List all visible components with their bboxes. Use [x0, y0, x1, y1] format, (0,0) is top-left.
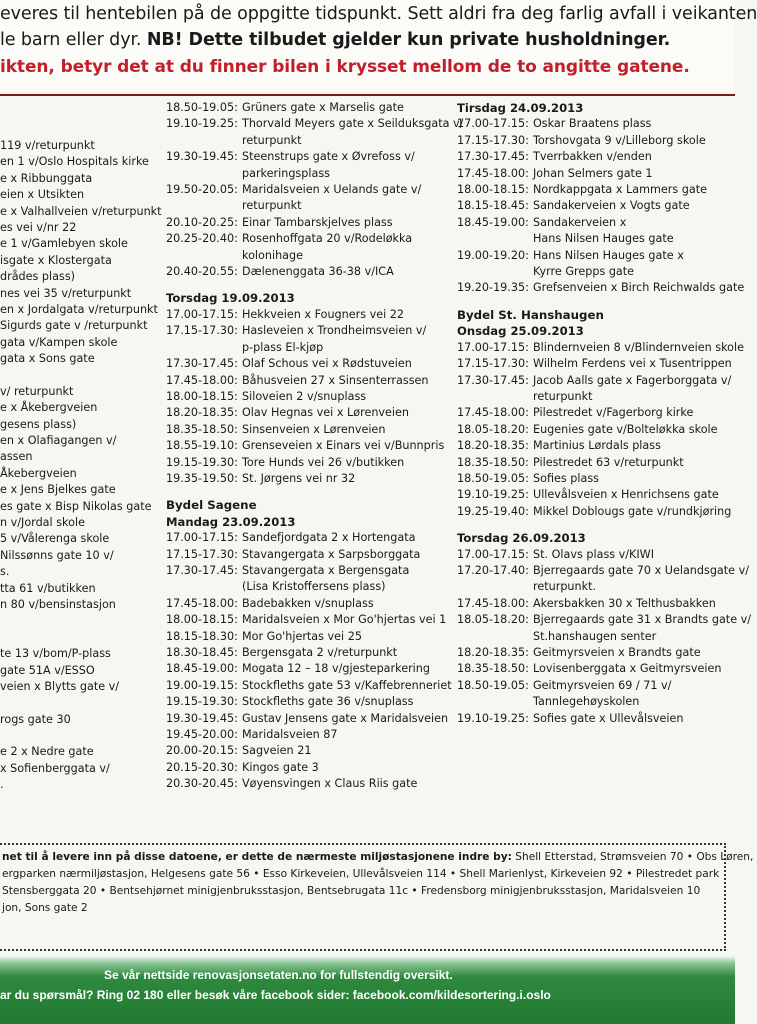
- left-column-line: gata v/Kampen skole: [0, 335, 118, 349]
- entry-location: Martinius Lørdals plass: [533, 439, 661, 453]
- schedule-entry: [457, 645, 735, 661]
- entry-location: Dælenenggata 36-38 v/ICA: [242, 265, 394, 279]
- entry-location: Bjerregaards gate 31 x Brandts gate v/: [533, 613, 752, 627]
- left-column-line: e x Jens Bjelkes gate: [0, 483, 116, 497]
- left-column-line: e x Ribbunggata: [0, 171, 93, 185]
- entry-time: 18.35-18.50:: [457, 455, 529, 469]
- entry-time: 17.00-17.15:: [166, 307, 238, 321]
- spacer: [166, 487, 451, 497]
- entry-location: Mikkel Doblougs gate v/rundkjøring: [533, 504, 732, 518]
- left-column-line: en 1 v/Oslo Hospitals kirke: [0, 155, 149, 169]
- entry-time: 18.55-19.10:: [166, 439, 238, 453]
- schedule-entry: [166, 547, 451, 563]
- entry-time: 17.45-18.00:: [166, 373, 238, 387]
- schedule-entry: [457, 405, 735, 421]
- day-title-tuesday-24: Tirsdag 24.09.2013: [457, 101, 584, 115]
- left-column-line: e 2 x Nedre gate: [0, 745, 94, 759]
- schedule-entry: [457, 596, 735, 612]
- schedule-entry: [166, 455, 451, 471]
- spacer: [457, 297, 735, 307]
- schedule-entry: [166, 727, 451, 743]
- entry-location: Grefsenveien x Birch Reichwalds gate: [533, 281, 745, 295]
- entry-time: 18.15-18.30:: [166, 629, 238, 643]
- entry-time: 17.15-17.30:: [166, 324, 238, 338]
- entry-location: Maridalsveien 87: [242, 728, 338, 742]
- schedule-entry: [166, 307, 451, 323]
- entry-time: 17.45-18.00:: [457, 166, 529, 180]
- schedule-entry: [457, 547, 735, 563]
- entry-time: 17.45-18.00:: [457, 596, 529, 610]
- entry-time: 18.00-18.15:: [166, 613, 238, 627]
- contact-info: ar du spørsmål? Ring 02 180 eller besøk våre facebook sider: facebook.com/kildesortering.i.oslo: [0, 988, 551, 1002]
- entry-location: Stockfleths gate 53 v/Kaffebrenneriet: [242, 678, 452, 692]
- entry-location: Siloveien 2 v/snuplass: [242, 389, 367, 403]
- schedule-entry: [166, 182, 451, 198]
- header-divider: [0, 94, 735, 96]
- entry-time: 19.00-19.15:: [166, 678, 238, 692]
- schedule-entry: [166, 323, 451, 339]
- entry-location-continued: p-plass El-kjøp: [242, 340, 324, 354]
- entry-location: Blindernveien 8 v/Blindernveien skole: [533, 340, 745, 354]
- schedule-entry: [457, 182, 735, 198]
- left-column-line: [0, 728, 150, 744]
- entry-time: 18.20-18.35:: [166, 406, 238, 420]
- schedule-list-top: [166, 100, 464, 280]
- schedule-entry: [166, 100, 451, 116]
- entry-location: Grenseveien x Einars vei v/Bunnpris: [242, 439, 445, 453]
- left-column-line: Åkebergveien: [0, 466, 77, 480]
- entry-location: Eugenies gate v/Bolteløkka skole: [533, 422, 718, 436]
- entry-location: St. Olavs plass v/KIWI: [533, 547, 655, 561]
- entry-time: 18.20-18.35:: [457, 439, 529, 453]
- schedule-entry: [457, 166, 735, 182]
- entry-time: 18.50-19.05:: [457, 471, 529, 485]
- entry-location: Akersbakken 30 x Telthusbakken: [533, 596, 716, 610]
- header-line-2: [0, 30, 670, 50]
- entry-time: 18.45-19.00:: [457, 215, 529, 229]
- entry-location: Geitmyrsveien x Brandts gate: [533, 646, 701, 659]
- entry-location-continued: parkeringsplass: [242, 166, 330, 180]
- entry-location: Olaf Schous vei x Rødstuveien: [242, 357, 412, 371]
- left-column-line: gesens plass): [0, 417, 77, 431]
- left-column-line: .: [0, 778, 4, 792]
- entry-location: Sandefjordgata 2 x Hortengata: [242, 531, 416, 545]
- left-column-line: x Sofienberggata v/: [0, 761, 110, 775]
- left-column-line: 119 v/returpunkt: [0, 139, 95, 152]
- schedule-entry: [457, 248, 735, 264]
- entry-location: Sagveien 21: [242, 744, 312, 758]
- stations-line-1: [2, 849, 754, 866]
- schedule-entry: [166, 661, 451, 677]
- spacer: [166, 280, 451, 290]
- entry-location: Jacob Aalls gate x Fagerborggata v/: [533, 373, 732, 387]
- entry-time: 17.30-17.45:: [166, 563, 238, 577]
- column-middle: [166, 100, 464, 793]
- schedule-entry: [457, 563, 749, 579]
- stations-line-1-rest: Shell Etterstad, Strømsveien 70 • Obs Løren,: [511, 851, 754, 863]
- entry-time: 17.00-17.15:: [457, 547, 529, 561]
- schedule-entry: [457, 504, 735, 520]
- entry-location: Sinsenveien x Lørenveien: [242, 422, 386, 436]
- entry-location: Stockfleths gate 36 v/snuplass: [242, 695, 414, 709]
- district-title-st-hanshaugen: Bydel St. Hanshaugen: [457, 307, 604, 322]
- schedule-entry: [457, 422, 735, 438]
- schedule-entry: [457, 612, 752, 628]
- entry-time: 19.35-19.50:: [166, 471, 238, 485]
- schedule-entry: [166, 422, 451, 438]
- entry-time: 17.20-17.40:: [457, 563, 529, 577]
- day-title-thursday-19: Torsdag 19.09.2013: [166, 291, 295, 306]
- entry-location: Oskar Braatens plass: [533, 117, 652, 131]
- schedule-list-wednesday-25: [457, 340, 745, 520]
- entry-time: 19.10-19.25:: [166, 117, 238, 131]
- entry-location: Badebakken v/snuplass: [242, 596, 374, 610]
- schedule-entry: [166, 389, 451, 405]
- header-notice: [0, 0, 757, 92]
- entry-location-continued: returpunkt: [242, 199, 302, 213]
- left-column-line: [0, 613, 150, 629]
- left-column-line: [0, 695, 150, 711]
- entry-location-continued: Hans Nilsen Hauges gate: [533, 232, 674, 246]
- entry-time: 17.15-17.30:: [457, 357, 529, 371]
- left-column-line: gata x Sons gate: [0, 352, 95, 366]
- entry-time: 19.10-19.25:: [457, 488, 529, 502]
- entry-time: 18.05-18.20:: [457, 422, 529, 436]
- schedule-entry: [166, 694, 451, 710]
- left-column-line: Sigurds gate v /returpunkt: [0, 319, 148, 333]
- entry-location: Stavangergata x Bergensgata: [242, 563, 410, 577]
- entry-time: 20.40-20.55:: [166, 265, 238, 279]
- left-column-line: es vei v/nr 22: [0, 220, 77, 234]
- entry-location: Vøyensvingen x Claus Riis gate: [242, 777, 418, 791]
- entry-time: 18.00-18.15:: [457, 183, 529, 197]
- entry-location: Nordkappgata x Lammers gate: [533, 183, 707, 197]
- entry-location-continued: returpunkt: [242, 133, 302, 147]
- entry-time: 17.30-17.45:: [457, 150, 529, 164]
- schedule-entry: [457, 438, 735, 454]
- left-column-line: gate 51A v/ESSO: [0, 663, 95, 677]
- entry-location: Sofies gate x Ullevålsveien: [533, 711, 684, 725]
- left-column-line: v/ returpunkt: [0, 384, 74, 398]
- schedule-list-tuesday-24: [457, 116, 745, 296]
- entry-time: 18.05-18.20:: [457, 613, 529, 627]
- day-title-wednesday-25: Onsdag 25.09.2013: [457, 324, 584, 339]
- schedule-entry: [166, 596, 451, 612]
- schedule-entry: [457, 373, 735, 389]
- entry-time: 18.30-18.45:: [166, 646, 238, 659]
- left-column-line: Nilssønns gate 10 v/: [0, 548, 114, 562]
- entry-location: Einar Tambarskjelves plass: [242, 215, 393, 229]
- entry-time: 20.00-20.15:: [166, 744, 238, 758]
- schedule-entry: [166, 116, 464, 132]
- entry-location: Maridalsveien x Uelands gate v/: [242, 183, 422, 197]
- entry-location-continued: Kyrre Grepps gate: [533, 265, 635, 279]
- entry-time: 19.10-19.25:: [457, 711, 529, 725]
- entry-location: Tore Hunds vei 26 v/butikken: [242, 455, 405, 469]
- schedule-entry: [166, 373, 451, 389]
- left-column-line: n 80 v/bensinstasjon: [0, 597, 116, 611]
- column-left-cropped: [0, 138, 162, 794]
- header-line-2-bold: NB! Dette tilbudet gjelder kun private husholdninger.: [146, 30, 671, 50]
- schedule-entry: [166, 629, 451, 645]
- entry-time: 19.00-19.20:: [457, 248, 529, 262]
- left-column-line: veien x Blytts gate v/: [0, 679, 120, 693]
- entry-time: 20.30-20.45:: [166, 777, 238, 791]
- schedule-entry: [457, 280, 745, 296]
- entry-time: 17.30-17.45:: [166, 357, 238, 371]
- left-column-line: rogs gate 30: [0, 712, 71, 726]
- schedule-entry: [166, 563, 451, 579]
- schedule-entry: [166, 149, 451, 165]
- left-column-line: en x Jordalgata v/returpunkt: [0, 302, 158, 316]
- entry-location: Bergensgata 2 v/returpunkt: [242, 646, 398, 659]
- schedule-entry: [166, 471, 451, 487]
- left-column-line: te 13 v/bom/P-plass: [0, 647, 111, 661]
- schedule-entry: [166, 405, 451, 421]
- entry-location: Thorvald Meyers gate x Seilduksgata v/: [242, 117, 464, 131]
- entry-time: 18.20-18.35:: [457, 646, 529, 659]
- entry-time: 17.15-17.30:: [166, 547, 238, 561]
- entry-time: 17.00-17.15:: [457, 340, 529, 354]
- website-info: Se vår nettside renovasjonsetaten.no for fullstendig oversikt.: [104, 968, 453, 982]
- spacer: [457, 520, 735, 530]
- entry-time: 19.15-19.30:: [166, 455, 238, 469]
- entry-time: 19.50-20.05:: [166, 183, 238, 197]
- entry-time: 17.15-17.30:: [457, 133, 529, 147]
- entry-location: Mogata 12 – 18 v/gjesteparkering: [242, 662, 430, 676]
- left-column-line: 5 v/Vålerenga skole: [0, 532, 110, 546]
- entry-time: 18.15-18.45:: [457, 199, 529, 213]
- entry-location: Hasleveien x Trondheimsveien v/: [242, 324, 427, 338]
- schedule-entry: [166, 215, 451, 231]
- entry-location-continued: (Lisa Kristoffersens plass): [242, 580, 386, 594]
- entry-location: Kingos gate 3: [242, 760, 319, 774]
- entry-location: Sofies plass: [533, 471, 599, 485]
- header-line-1: everes til hentebilen på de oppgitte tidspunkt. Sett aldri fra deg farlig avfall i veikanten: [0, 4, 757, 24]
- recycling-stations-box: [0, 843, 754, 951]
- entry-location: Pilestredet 63 v/returpunkt: [533, 455, 684, 469]
- entry-time: 17.45-18.00:: [457, 406, 529, 420]
- entry-location: Geitmyrsveien 69 / 71 v/: [533, 678, 672, 692]
- day-title-thursday-26: Torsdag 26.09.2013: [457, 531, 586, 546]
- entry-time: 20.15-20.30:: [166, 760, 238, 774]
- schedule-list-thursday-19: [166, 307, 451, 487]
- entry-location: St. Jørgens vei nr 32: [242, 471, 356, 485]
- left-column-line: isgate x Klostergata: [0, 253, 112, 267]
- entry-location: Tverrbakken v/enden: [533, 150, 652, 164]
- schedule-entry: [166, 711, 451, 727]
- left-column-line: eien x Utsikten: [0, 188, 85, 202]
- entry-location: Olav Hegnas vei x Lørenveien: [242, 406, 410, 420]
- column-right: [457, 100, 752, 727]
- entry-time: 19.20-19.35:: [457, 281, 529, 295]
- header-line-2-prefix: le barn eller dyr.: [0, 30, 147, 50]
- entry-location: Rosenhoffgata 20 v/Rodeløkka: [242, 232, 413, 246]
- stations-line-3: Stensberggata 20 • Bentsehjørnet minigjenbruksstasjon, Bentsebrugata 11c • Fredensborg minigjenbruksstasjon, Maridalsveien 10: [2, 885, 701, 897]
- entry-location: Gustav Jensens gate x Maridalsveien: [242, 711, 449, 725]
- schedule-entry: [457, 149, 735, 165]
- entry-location: Lovisenberggata x Geitmyrsveien: [533, 662, 722, 676]
- entry-location: Ullevålsveien x Henrichsens gate: [533, 488, 719, 502]
- entry-time: 18.00-18.15:: [166, 389, 238, 403]
- entry-time: 18.50-19.05:: [457, 678, 529, 692]
- header-line-3: ikten, betyr det at du finner bilen i krysset mellom de to angitte gatene.: [0, 57, 690, 77]
- left-column-line: [0, 630, 150, 646]
- entry-time: 17.30-17.45:: [457, 373, 529, 387]
- entry-time: 17.45-18.00:: [166, 596, 238, 610]
- entry-location: Stavangergata x Sarpsborggata: [242, 547, 421, 561]
- schedule-entry: [457, 340, 745, 356]
- schedule-entry: [166, 776, 451, 792]
- schedule-entry: [457, 198, 735, 214]
- schedule-entry: [457, 678, 735, 694]
- schedule-entry: [457, 215, 735, 231]
- schedule-entry: [166, 438, 451, 454]
- entry-time: 18.35-18.50:: [166, 422, 238, 436]
- entry-time: 19.15-19.30:: [166, 695, 238, 709]
- district-title-sagene: Bydel Sagene: [166, 498, 257, 513]
- left-column-line: e x Åkebergveien: [0, 401, 98, 415]
- left-column-line: nes vei 35 v/returpunkt: [0, 286, 132, 300]
- schedule-entry: [457, 116, 735, 132]
- schedule-entry: [166, 231, 451, 247]
- day-title-monday-23: Mandag 23.09.2013: [166, 514, 296, 529]
- left-column-line: s.: [0, 565, 10, 579]
- schedule-entry: [457, 711, 735, 727]
- left-column-line: e 1 v/Gamlebyen skole: [0, 237, 128, 251]
- entry-location-continued: kolonihage: [242, 248, 304, 262]
- entry-time: 17.00-17.15:: [166, 531, 238, 545]
- schedule-list-thursday-26: [457, 547, 752, 727]
- left-column-line: [0, 367, 150, 383]
- left-column-line: tta 61 v/butikken: [0, 581, 96, 595]
- entry-time: 18.50-19.05:: [166, 101, 238, 114]
- entry-location: Mor Go'hjertas vei 25: [242, 629, 362, 643]
- entry-location: Bjerregaards gate 70 x Uelandsgate v/: [533, 563, 749, 577]
- left-column-line: es gate x Bisp Nikolas gate: [0, 499, 152, 513]
- left-column-line: e x Valhallveien v/returpunkt: [0, 204, 162, 218]
- entry-location-continued: returpunkt.: [533, 580, 597, 594]
- schedule-entry: [457, 133, 735, 149]
- schedule-entry: [457, 487, 735, 503]
- entry-location-continued: St.hanshaugen senter: [533, 629, 657, 643]
- left-column-line: n v/Jordal skole: [0, 515, 85, 529]
- stations-label: net til å levere inn på disse datoene, er dette de nærmeste miljøstasjonene indre by:: [2, 851, 512, 863]
- stations-line-4: jon, Sons gate 2: [2, 902, 88, 914]
- left-column-line: assen: [0, 450, 33, 464]
- schedule-list-sagene: [166, 530, 451, 793]
- entry-location: Sandakerveien x: [533, 215, 627, 229]
- entry-time: 19.45-20.00:: [166, 728, 238, 742]
- entry-location: Grüners gate x Marselis gate: [242, 101, 404, 114]
- entry-location: Sandakerveien x Vogts gate: [533, 199, 690, 213]
- entry-location-continued: returpunkt: [533, 389, 593, 403]
- schedule-entry: [166, 743, 451, 759]
- schedule-entry: [457, 455, 735, 471]
- entry-location: Steenstrups gate x Øvrefoss v/: [242, 150, 415, 164]
- schedule-entry: [457, 356, 735, 372]
- entry-location: Maridalsveien x Mor Go'hjertas vei 1: [242, 613, 447, 627]
- entry-location: Hekkveien x Fougners vei 22: [242, 307, 405, 321]
- entry-time: 19.30-19.45:: [166, 711, 238, 725]
- schedule-entry: [166, 645, 451, 661]
- schedule-entry: [166, 612, 451, 628]
- entry-time: 19.25-19.40:: [457, 504, 529, 518]
- left-column-line: drådes plass): [0, 270, 76, 284]
- left-column-line: en x Olafiagangen v/: [0, 434, 117, 448]
- entry-location: Båhusveien 27 x Sinsenterrassen: [242, 373, 429, 387]
- entry-time: 20.10-20.25:: [166, 215, 238, 229]
- entry-location: Hans Nilsen Hauges gate x: [533, 248, 684, 262]
- schedule-entry: [457, 661, 735, 677]
- entry-location: Johan Selmers gate 1: [533, 166, 653, 180]
- schedule-entry: [166, 356, 451, 372]
- entry-time: 19.30-19.45:: [166, 150, 238, 164]
- entry-location: Wilhelm Ferdens vei x Tusentrippen: [533, 357, 732, 371]
- entry-time: 20.25-20.40:: [166, 232, 238, 246]
- entry-location: Torshovgata 9 v/Lilleborg skole: [533, 133, 706, 147]
- entry-location-continued: Tannlegehøyskolen: [533, 695, 640, 709]
- entry-location: Pilestredet v/Fagerborg kirke: [533, 406, 694, 420]
- schedule-entry: [166, 530, 451, 546]
- entry-time: 18.35-18.50:: [457, 662, 529, 676]
- entry-time: 18.45-19.00:: [166, 662, 238, 676]
- schedule-entry: [166, 678, 451, 694]
- schedule-entry: [166, 264, 451, 280]
- schedule-entry: [166, 760, 451, 776]
- schedule-entry: [457, 471, 735, 487]
- stations-line-2: ergparken nærmiljøstasjon, Helgesens gate 56 • Esso Kirkeveien, Ullevålsveien 114 • Shell Marienlyst, Kirkeveien 92 • Pilestredet park: [2, 868, 720, 880]
- green-info-banner: [0, 956, 735, 1024]
- entry-time: 17.00-17.15:: [457, 117, 529, 131]
